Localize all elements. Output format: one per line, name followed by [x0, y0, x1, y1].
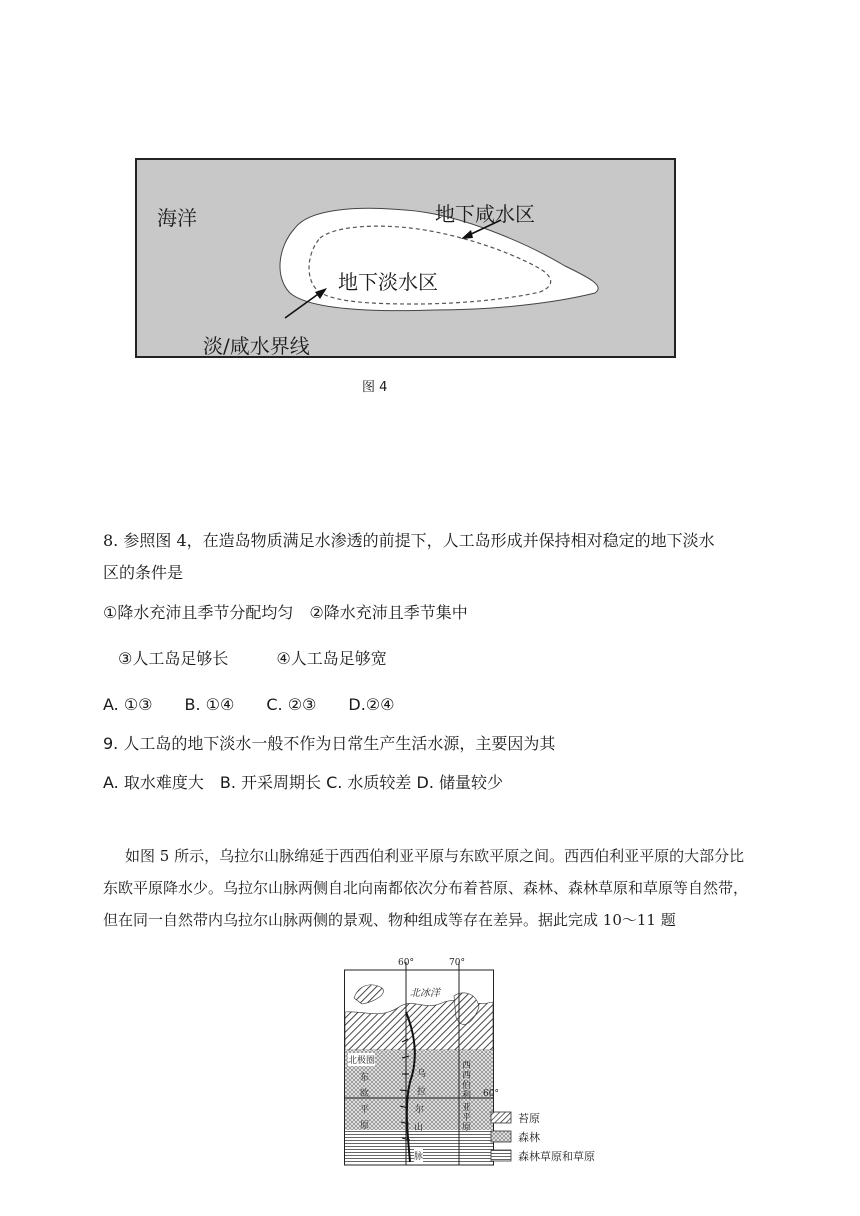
arctic-ocean-label: 北冰洋: [410, 984, 440, 999]
figure-5-legend: [490, 1110, 640, 1170]
east-europe-char-1: 东: [360, 1073, 370, 1083]
q8-options-row2: ③人工岛足够长 ④人工岛足够宽: [118, 649, 387, 668]
intro-text: 如图 5 所示，乌拉尔山脉绵延于西西伯利亚平原与东欧平原之间。西西伯利亚平原的大部分比东欧平原降水少。乌拉尔山脉两侧自北向南都依次分布着苔原、森林、森林草原和草原等自然带，但在同一自然带内乌拉尔山脉两侧的景观、物种组成等存在差异。据此完成 10～11 题: [103, 847, 749, 929]
legend-steppe-swatch: [491, 1150, 511, 1161]
ural-char-1: 乌: [417, 1069, 427, 1079]
ural-char-2: 拉: [417, 1087, 427, 1097]
ural-char-4: 山: [414, 1123, 424, 1133]
west-siberia-char-5: 亚: [462, 1103, 472, 1113]
island-diagram: [135, 158, 676, 358]
boundary-label: 淡/咸水界线: [203, 334, 310, 358]
figure-5-map: [344, 958, 499, 1166]
lat-60-label: 60°: [483, 1089, 499, 1099]
freshwater-label: 地下淡水区: [338, 270, 438, 294]
legend-steppe-label: 森林草原和草原: [518, 1150, 595, 1163]
q8-stem-line2: 区的条件是: [103, 563, 184, 582]
west-siberia-char-6: 平: [462, 1113, 472, 1123]
ural-char-3: 尔: [415, 1105, 425, 1115]
east-europe-char-4: 原: [360, 1121, 370, 1131]
ural-char-5: 脉: [414, 1149, 423, 1162]
q8-options-row1: ①降水充沛且季节分配均匀 ②降水充沛且季节集中: [103, 603, 468, 622]
q8-answers: A. ①③ B. ①④ C. ②③ D.②④: [103, 695, 395, 714]
west-siberia-char-4: 利: [462, 1091, 472, 1101]
legend-swatches: [490, 1110, 514, 1166]
west-siberia-char-3: 伯: [462, 1081, 472, 1091]
west-siberia-char-7: 原: [462, 1123, 472, 1133]
q9-answers: A. 取水难度大 B. 开采周期长 C. 水质较差 D. 储量较少: [103, 773, 503, 792]
east-europe-char-3: 平: [360, 1105, 370, 1115]
legend-tundra-label: 苔原: [518, 1112, 540, 1125]
arctic-circle-label: 北极圈: [348, 1053, 375, 1066]
saltwater-label: 地下咸水区: [435, 202, 535, 226]
figure-4: [135, 158, 676, 358]
lon-70-label: 70°: [449, 958, 465, 968]
legend-forest-label: 森林: [518, 1131, 540, 1144]
q8-stem-line1: 8. 参照图 4，在造岛物质满足水渗透的前提下，人工岛形成并保持相对稳定的地下淡水: [103, 531, 715, 550]
figure-4-caption: 图 4: [362, 380, 388, 395]
west-siberia-char-2: 西: [462, 1071, 472, 1081]
legend-forest-swatch: [491, 1131, 511, 1142]
east-europe-char-2: 欧: [360, 1089, 370, 1099]
west-siberia-char-1: 西: [462, 1061, 472, 1071]
legend-tundra-swatch: [491, 1112, 511, 1123]
intro-paragraph: [103, 840, 759, 936]
lon-60-label: 60°: [398, 958, 414, 968]
q9-stem: 9. 人工岛的地下淡水一般不作为日常生产生活水源，主要因为其: [103, 734, 556, 753]
ocean-label: 海洋: [157, 206, 197, 230]
